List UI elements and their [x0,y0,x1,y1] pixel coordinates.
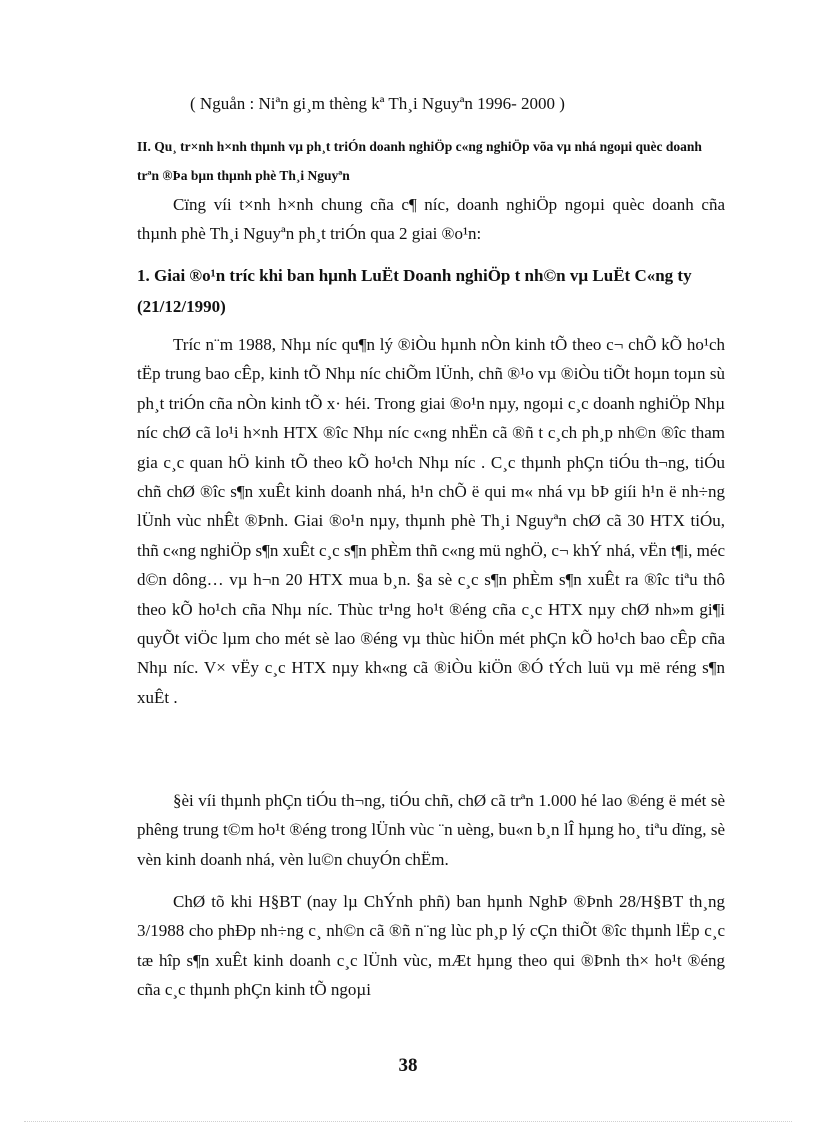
intro-paragraph: Cïng víi t×nh h×nh chung cña c¶ níc, doanh nghiÖp ngoµi quèc doanh cña thµnh phè Th¸i Nguyªn ph¸t triÓn qua 2 giai ®o¹n: [137,195,725,244]
subsection-heading: 1. Giai ®o¹n tríc khi ban hµnh LuËt Doanh nghiÖp t nh©n vµ LuËt C«ng ty (21/12/1990) [137,266,692,316]
body-paragraph-3: ChØ tõ khi H§BT (nay lµ ChÝnh phñ) ban hµnh NghÞ ®Þnh 28/H§BT th¸ng 3/1988 cho phÐp nh÷ng c¸ nh©n cã ®ñ n¨ng lùc ph¸p lý cÇn thiÕt ®îc thµnh lËp c¸c tæ hîp s¶n xuÊt kinh doanh c¸c lÜnh vùc, mÆt hµng theo qui ®Þnh th× ho¹t ®éng cña c¸c thµnh phÇn kinh tÕ ngoµi [137,892,725,1000]
body-paragraph-2: §èi víi thµnh phÇn tiÓu th¬ng, tiÓu chñ, chØ cã trªn 1.000 hé lao ®éng ë mét sè phêng trung t©m ho¹t ®éng trong lÜnh vùc ¨n uèng, bu«n b¸n lÎ hµng ho¸ tiªu dïng, sè vèn kinh doanh nhá, vèn lu©n chuyÓn chËm. [137,791,725,869]
section-heading: II. Qu¸ tr×nh h×nh thµnh vµ ph¸t triÓn doanh nghiÖp c«ng nghiÖp võa vµ nhá ngoµi quèc doanh trªn ®Þa bµn thµnh phè Th¸i Nguyªn [137,139,702,183]
page-bottom-border [24,1121,792,1122]
page-number: 38 [398,1055,418,1076]
source-citation: ( Nguån : Niªn gi¸m thèng kª Th¸i Nguyªn 1996- 2000 ) [190,94,565,113]
body-paragraph-1: Tríc n¨m 1988, Nhµ níc qu¶n lý ®iÒu hµnh nÒn kinh tÕ theo c¬ chÕ kÕ ho¹ch tËp trung bao cÊp, kinh tÕ Nhµ níc chiÕm lÜnh, chñ ®¹o vµ ®iÒu tiÕt hoµn toµn sù ph¸t triÓn cña nÒn kinh tÕ x· héi. Trong giai ®o¹n nµy, ngoµi c¸c doanh nghiÖp Nhµ níc chØ cã lo¹i h×nh HTX ®îc Nhµ níc c«ng nhËn cã ®ñ t c¸ch ph¸p nh©n ®îc tham gia c¸c quan hÖ kinh tÕ theo kÕ ho¹ch Nhµ níc . C¸c thµnh phÇn tiÓu th¬ng, tiÓu chñ chØ ®îc s¶n xuÊt kinh doanh nhá, h¹n chÕ ë qui m« nhá vµ bÞ giíi h¹n ë nh÷ng lÜnh vùc nhÊt ®Þnh. Giai ®o¹n nµy, thµnh phè Th¸i Nguyªn chØ cã 30 HTX tiÓu, thñ c«ng nghiÖp s¶n xuÊt c¸c s¶n phÈm thñ c«ng mü nghÖ, c¬ khÝ nhá, vËn t¶i, méc d©n dông… vµ h¬n 20 HTX mua b¸n. §a sè c¸c s¶n phÈm s¶n xuÊt ra ®îc tiªu thô theo kÕ ho¹ch cña Nhµ níc. Thùc tr¹ng ho¹t ®éng cña c¸c HTX nµy chØ nh»m gi¶i quyÕt viÖc lµm cho mét sè lao ®éng vµ thùc hiÖn mét phÇn kÕ ho¹ch bao cÊp cña Nhµ níc. V× vËy c¸c HTX nµy kh«ng cã ®iÒu kiÖn ®Ó tÝch luü vµ më réng s¶n xuÊt . [137,335,725,707]
